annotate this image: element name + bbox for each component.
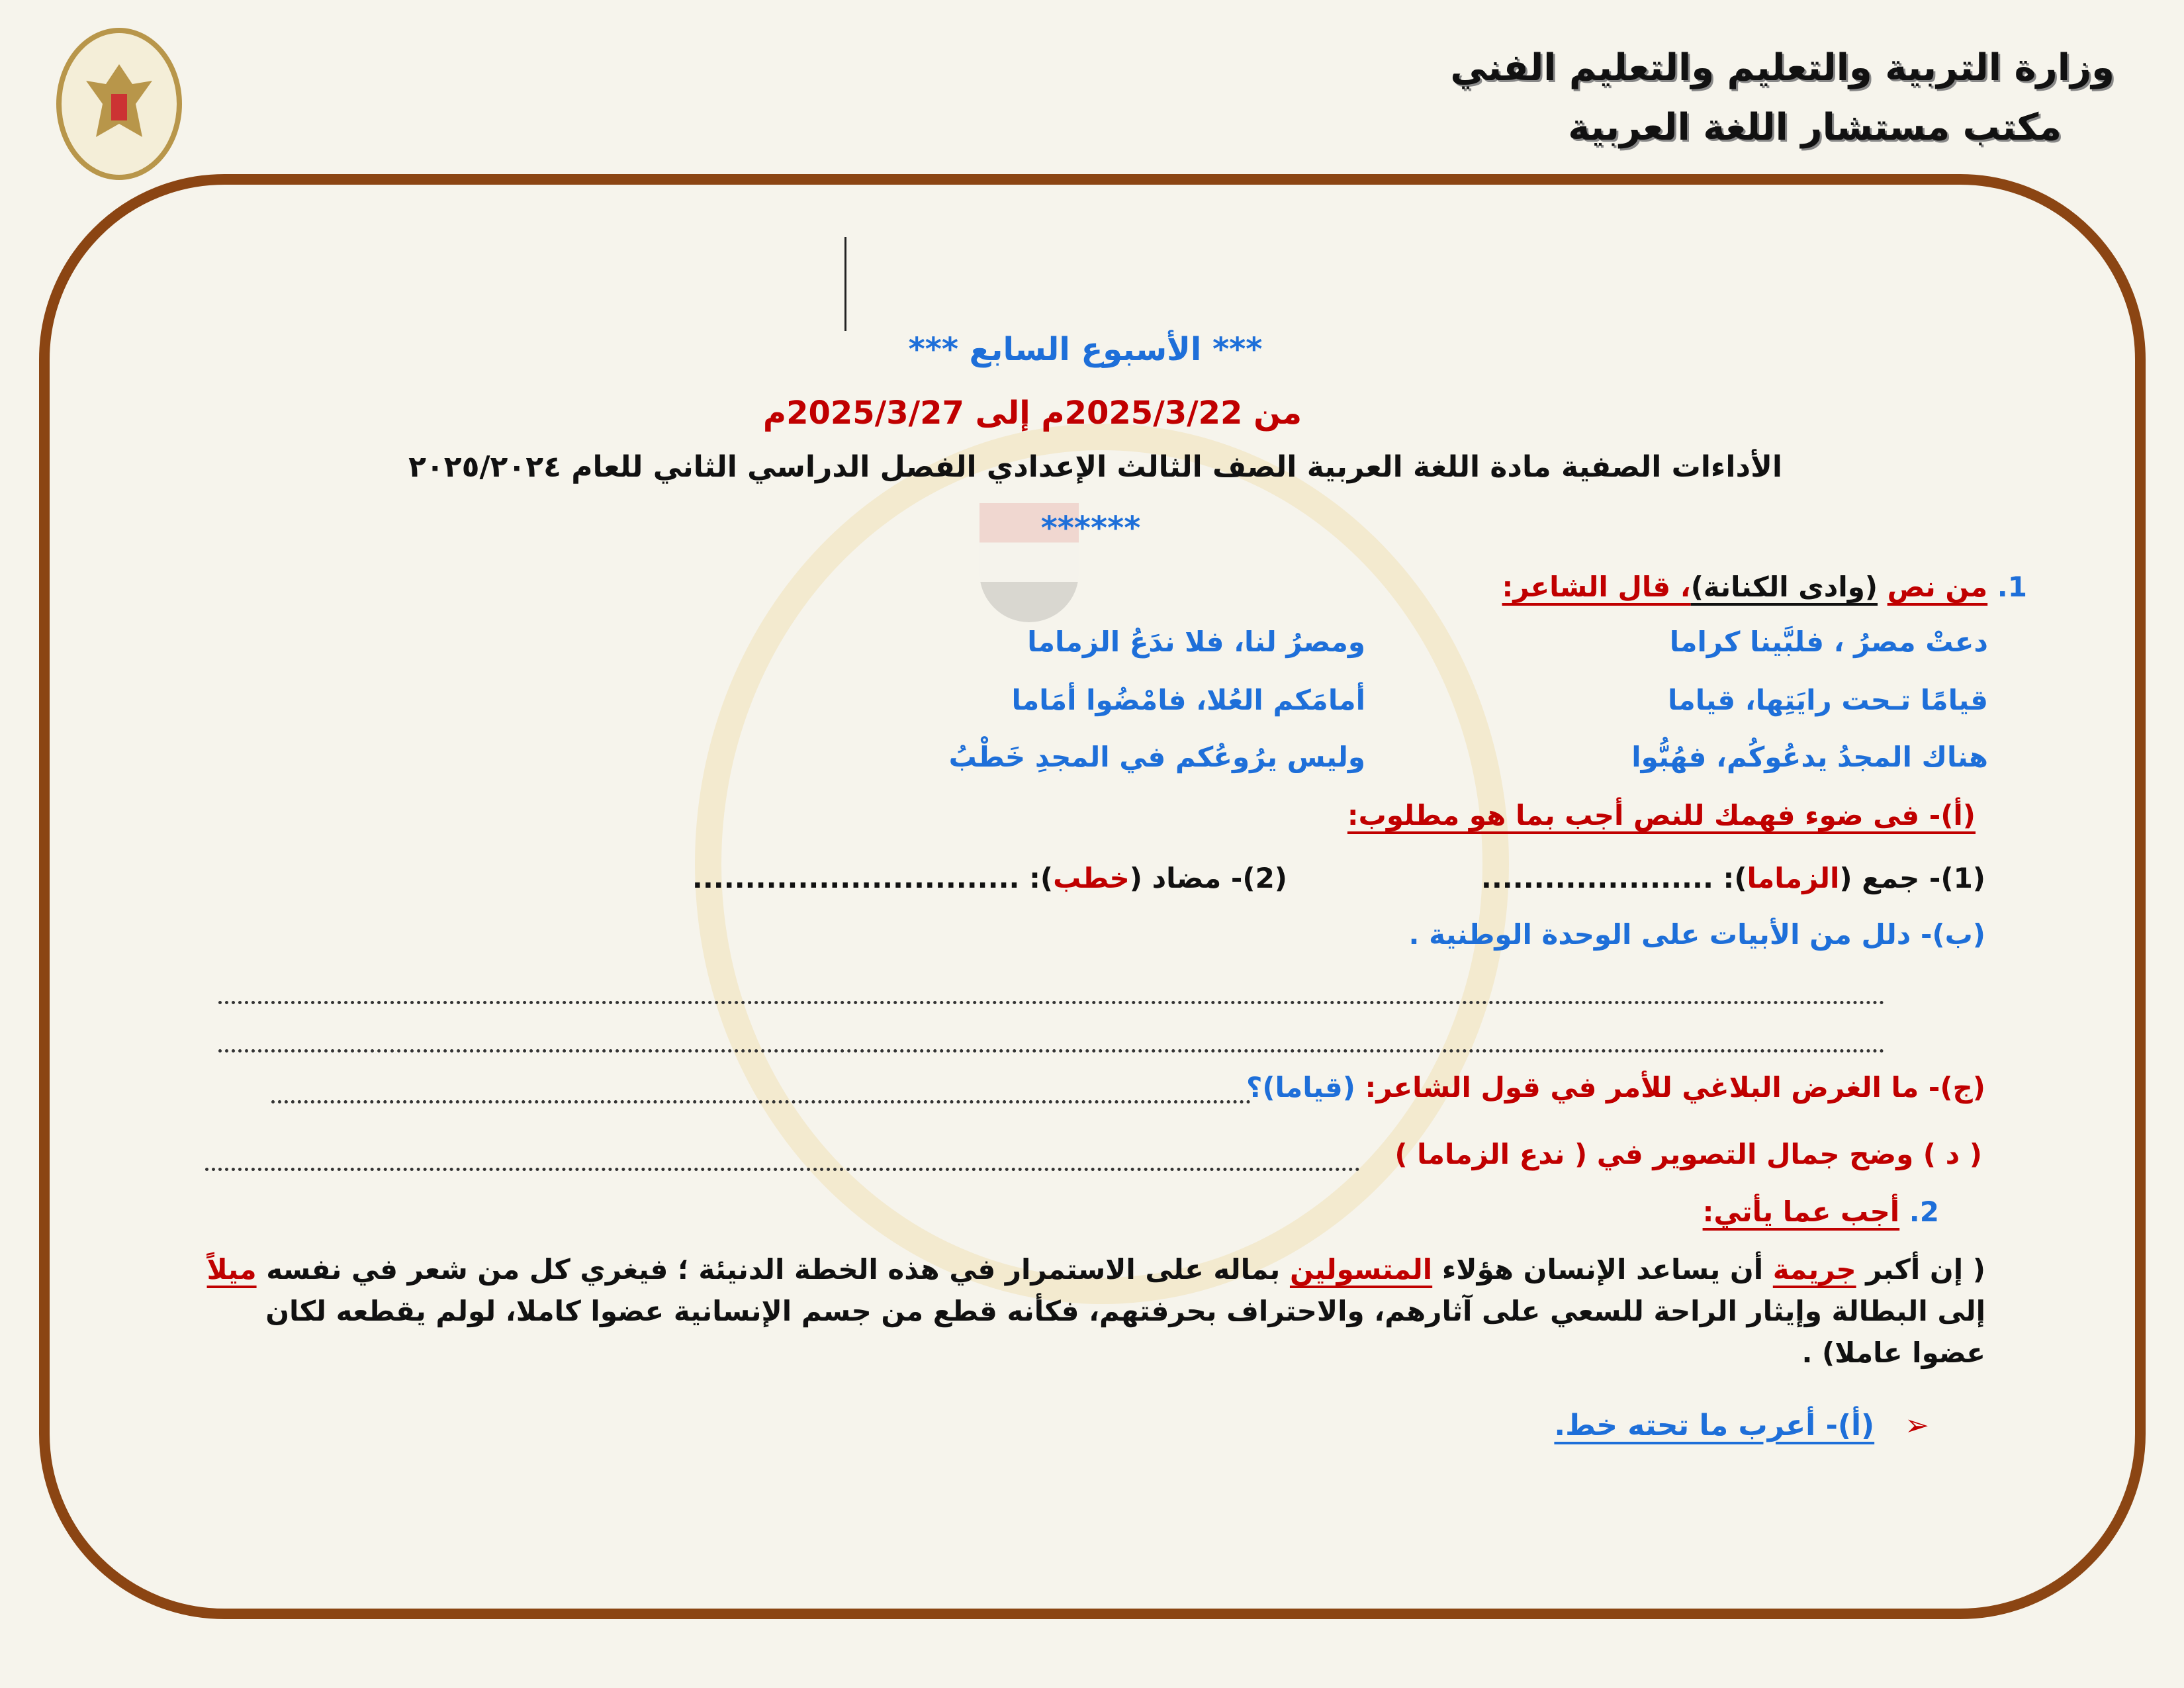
verse-2-second: أمامَكم العُلا، فامْضُوا أمَاما [1011,684,1365,716]
q1-part-d-label: ( د ) وضح جمال التصوير في ( ندع الزماما ) [1394,1138,1982,1170]
q1-part-b-label: (ب)- دلل من الأبيات على الوحدة الوطنية . [1408,918,1985,951]
answer-line[interactable] [205,1168,1360,1171]
q1-a1: (1)- جمع (الزماما): ...................... [1480,862,1985,894]
q2-heading: 2. أجب عما يأتي: [1702,1196,1939,1228]
eagle-emblem-icon [79,58,159,150]
q2-part-a: ➢ (أ)- أعرب ما تحته خط. [1554,1409,1929,1442]
page-title: الأداءات الصفية مادة اللغة العربية الصف الثالث الإعدادي الفصل الدراسي الثاني للعام ٢٠٢٥/٢٠٢٤ [408,450,1782,484]
answer-line[interactable] [218,1001,1885,1004]
content-frame [39,174,2146,1619]
verse-3-first: هناك المجدُ يدعُوكُم، فهُبُّوا [1631,741,1988,773]
q2-paragraph: ( إن أكبر جريمة أن يساعد الإنسان هؤلاء المتسولين بماله على الاستمرار في هذه الخطة الدنيئة ؛ فيغري كل من شعر في نفسه ميلاً إلى البطالة وإيثار الراحة للسعي على آثارهم، والاحتراف بحرفتهم، فكأنه قطع من جسم الإنسانية عضوا كاملا، لولم يقطعه لكان عضوا عاملا) . [206,1253,1985,1369]
text-cursor [844,237,846,331]
q1-part-c-label: (ج)- ما الغرض البلاغي للأمر في قول الشاعر: (قياما)؟ [1246,1071,1985,1103]
verse-2-first: قيامًا تـحت رايَتِها، قياما [1667,684,1988,716]
ministry-logo [56,28,182,180]
q1-a2: (2)- مضاد (خطب): ............................... [692,862,1287,894]
dates: من 2025/3/22م إلى 2025/3/27م [762,395,1302,432]
arrow-bullet-icon: ➢ [1905,1409,1929,1442]
answer-line[interactable] [271,1100,1251,1103]
answer-blank[interactable]: ............................... [692,862,1020,894]
verse-1-first: دعتْ مصرُ ، فلبَّينا كراما [1669,626,1988,658]
answer-blank[interactable]: ...................... [1480,862,1713,894]
stars: ****** [1040,510,1141,547]
office-name: مكتب مستشار اللغة العربية [1568,106,2062,149]
week-title: *** الأسبوع السابع *** [908,331,1263,368]
q1-part-a-label: (أ)- فى ضوء فهمك للنص أجب بما هو مطلوب: [1347,799,1976,831]
q1-heading: 1. من نص (وادى الكنانة)، قال الشاعر: [1502,571,2027,603]
answer-line[interactable] [218,1049,1885,1053]
verse-1-second: ومصرُ لنا، فلا ندَعُ الزماما [1027,626,1365,658]
verse-3-second: وليس يرُوعُكم في المجدِ خَطْبُ [948,741,1365,773]
ministry-name: وزارة التربية والتعليم والتعليم الفني [1450,46,2115,89]
